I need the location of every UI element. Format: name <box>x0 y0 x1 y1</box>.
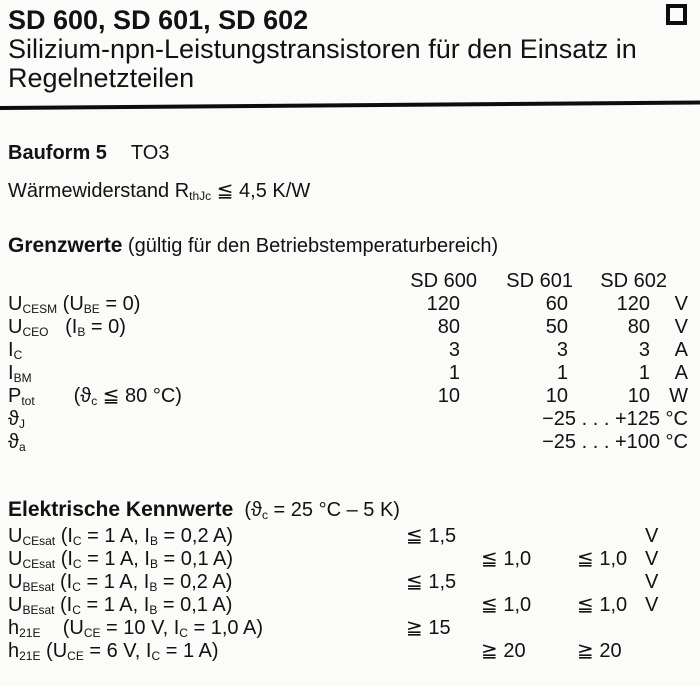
limit-value: 10 <box>545 385 568 407</box>
subtitle-line-1: Silizium-npn-Leistungstransistoren für den Einsatz in <box>8 34 637 64</box>
electrical-value <box>481 525 577 548</box>
electrical-value <box>406 594 481 617</box>
limit-row-label: $I_C$ <box>8 339 23 362</box>
grenzwerte-heading <box>8 234 700 258</box>
limit-row-label: $U_{CEO}$ $(I_B = 0)$ <box>8 316 126 339</box>
unit-label <box>645 617 685 640</box>
limit-value: 10 <box>437 385 460 407</box>
elektrische-heading-bold: Elektrische Kennwerte <box>8 498 234 521</box>
unit-label: V <box>674 293 688 315</box>
column-header-sd601: SD 601 <box>506 270 573 292</box>
unit-label <box>645 640 685 663</box>
temperature-range-value: −25 . . . +100 °C <box>542 431 688 453</box>
limit-value: 1 <box>556 362 568 384</box>
limit-row-label: $I_{BM}$ <box>8 362 32 385</box>
limit-row-label: $U_{CESM}$ $(U_{BE} = 0)$ <box>8 293 141 316</box>
column-header-sd602: SD 602 <box>600 270 667 292</box>
limit-value: 120 <box>426 293 460 315</box>
limit-row-label: $ϑ_J$ <box>8 408 25 431</box>
limit-value: 1 <box>448 362 460 384</box>
thermal-resistance-line: Wärmewiderstand $R_{thJc}$ ≦ 4,5 K/W <box>8 180 311 203</box>
elektrische-heading-condition: ($ϑ_c = 25$ °C – 5 K) <box>233 499 400 522</box>
temperature-range-value: −25 . . . +125 °C <box>542 408 688 430</box>
column-header-sd600: SD 600 <box>410 270 477 292</box>
electrical-value: ≦ 1,0 <box>481 594 532 616</box>
unit-label: V <box>645 548 659 570</box>
unit-label: V <box>645 525 659 547</box>
electrical-value: ≦ 1,0 <box>481 548 532 570</box>
limit-value: 3 <box>556 339 568 361</box>
bauform-label: Bauform 5 <box>8 142 107 164</box>
unit-label: A <box>674 362 688 384</box>
limits-header-spacer <box>8 270 348 293</box>
limit-value: 3 <box>448 339 460 361</box>
electrical-row-label: $h_{21E}$ ($U_{CE} = 6$ V, $I_C = 1$ A) <box>8 640 219 663</box>
bauform-line <box>8 142 700 165</box>
limit-value: 10 <box>627 385 650 407</box>
bauform-value: TO3 <box>130 142 170 164</box>
page-title: SD 600, SD 601, SD 602 <box>8 5 309 35</box>
grenzwerte-heading-rest: (gültig für den Betriebstemperaturbereich) <box>122 235 499 257</box>
electrical-value: ≧ 20 <box>577 640 622 662</box>
electrical-table <box>8 525 700 663</box>
header-divider-rule <box>0 101 700 110</box>
unit-label: V <box>645 571 659 593</box>
limit-value: 80 <box>627 316 650 338</box>
unit-label: V <box>674 316 688 338</box>
limit-value: 80 <box>437 316 460 338</box>
electrical-value <box>577 525 645 548</box>
grenzwerte-heading-bold: Grenzwerte <box>8 234 123 257</box>
electrical-value <box>406 640 481 663</box>
electrical-value: ≦ 1,0 <box>577 594 628 616</box>
limits-table <box>8 270 700 454</box>
electrical-value <box>577 617 645 640</box>
electrical-row-label: $U_{CEsat}$ ($I_C = 1$ A, $I_B = 0,1$ A) <box>8 548 234 571</box>
limit-row-label: $ϑ_a$ <box>8 431 26 454</box>
electrical-value <box>481 617 577 640</box>
electrical-value <box>406 548 481 571</box>
electrical-value: ≧ 20 <box>481 640 526 662</box>
electrical-value <box>577 571 645 594</box>
limit-row-label: $P_{tot}$ ($ϑ_c$ ≦ 80 °C) <box>8 385 182 408</box>
limit-value: 3 <box>638 339 650 361</box>
limit-value: 1 <box>638 362 650 384</box>
electrical-value: ≦ 1,5 <box>406 525 457 547</box>
unit-label: V <box>645 594 659 616</box>
electrical-value: ≧ 15 <box>406 617 451 639</box>
subtitle-line-2: Regelnetzteilen <box>8 63 195 93</box>
electrical-row-label: $U_{CEsat}$ ($I_C = 1$ A, $I_B = 0,2$ A) <box>8 525 234 548</box>
electrical-value: ≦ 1,0 <box>577 548 628 570</box>
limit-value: 120 <box>616 293 650 315</box>
electrical-value: ≦ 1,5 <box>406 571 457 593</box>
electrical-row-label: $U_{BEsat}$ ($I_C = 1$ A, $I_B = 0,2$ A) <box>8 571 233 594</box>
corner-square-icon <box>666 4 687 25</box>
unit-label: A <box>674 339 688 361</box>
elektrische-kennwerte-heading <box>8 498 700 522</box>
unit-label: W <box>669 385 688 407</box>
electrical-value <box>481 571 577 594</box>
electrical-row-label: $h_{21E}$ ($U_{CE} = 10$ V, $I_C = 1,0$ A) <box>8 617 264 640</box>
electrical-row-label: $U_{BEsat}$ ($I_C = 1$ A, $I_B = 0,1$ A) <box>8 594 233 617</box>
limit-value: 60 <box>545 293 568 315</box>
limit-value: 50 <box>545 316 568 338</box>
